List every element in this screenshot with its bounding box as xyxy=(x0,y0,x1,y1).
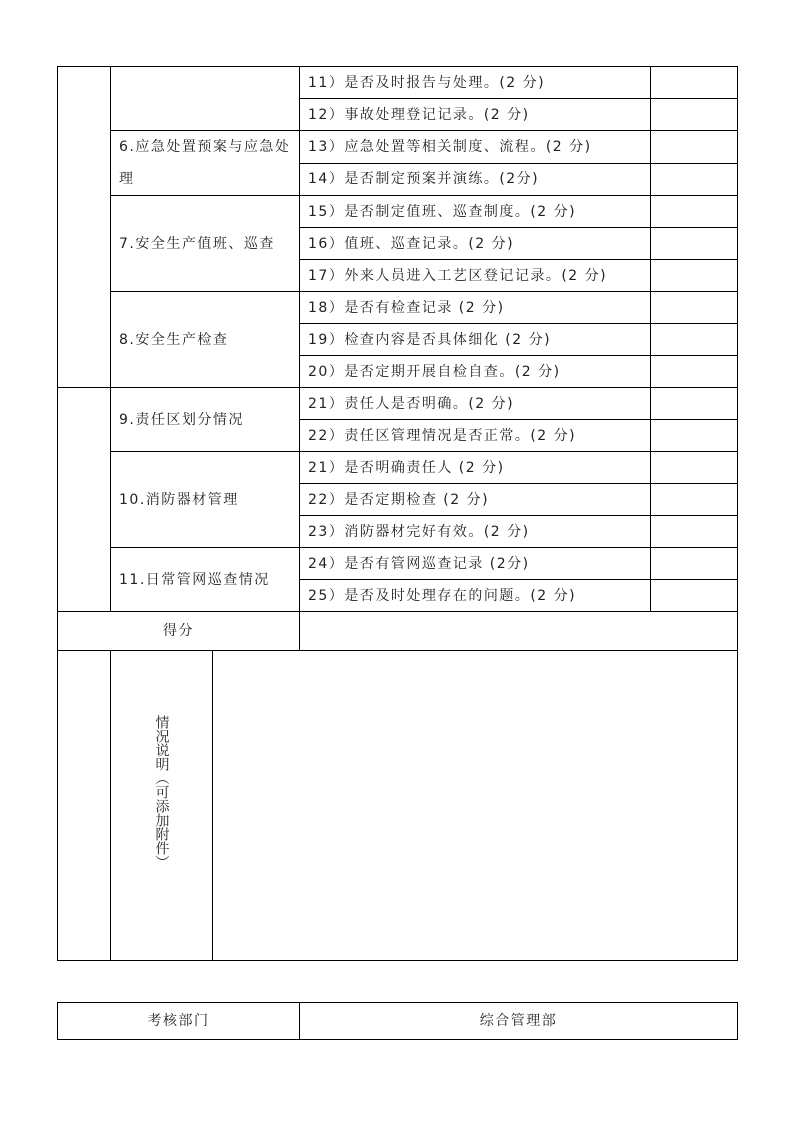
item-row: 21）是否明确责任人 (2 分) xyxy=(300,452,651,484)
score-cell[interactable] xyxy=(651,228,738,260)
score-cell[interactable] xyxy=(651,484,738,516)
score-cell[interactable] xyxy=(651,163,738,196)
category-6: 6.应急处置预案与应急处理 xyxy=(111,131,300,196)
remarks-input[interactable] xyxy=(213,651,738,961)
dept-value: 综合管理部 xyxy=(300,1003,738,1040)
score-cell[interactable] xyxy=(651,67,738,99)
score-cell[interactable] xyxy=(651,516,738,548)
remarks-label: 情况说明（可添加附件） xyxy=(153,715,170,869)
score-cell[interactable] xyxy=(651,388,738,420)
item-row: 22）是否定期检查 (2 分) xyxy=(300,484,651,516)
score-cell[interactable] xyxy=(651,356,738,388)
item-row: 15）是否制定值班、巡查制度。(2 分) xyxy=(300,196,651,228)
item-row: 18）是否有检查记录 (2 分) xyxy=(300,292,651,324)
score-cell[interactable] xyxy=(651,99,738,131)
category-7: 7.安全生产值班、巡查 xyxy=(111,196,300,292)
item-row: 14）是否制定预案并演练。(2分) xyxy=(300,163,651,196)
item-row: 25）是否及时处理存在的问题。(2 分) xyxy=(300,580,651,612)
score-cell[interactable] xyxy=(651,580,738,612)
item-row: 23）消防器材完好有效。(2 分) xyxy=(300,516,651,548)
section-cell-a xyxy=(58,67,111,388)
category-10: 10.消防器材管理 xyxy=(111,452,300,548)
score-cell[interactable] xyxy=(651,260,738,292)
item-row: 21）责任人是否明确。(2 分) xyxy=(300,388,651,420)
item-row: 24）是否有管网巡查记录 (2分) xyxy=(300,548,651,580)
category-5 xyxy=(111,67,300,131)
remarks-side-cell xyxy=(58,651,111,961)
item-row: 19）检查内容是否具体细化 (2 分) xyxy=(300,324,651,356)
department-table xyxy=(57,1002,738,1040)
assessment-table xyxy=(57,66,738,961)
score-cell[interactable] xyxy=(651,420,738,452)
item-row: 22）责任区管理情况是否正常。(2 分) xyxy=(300,420,651,452)
item-row: 17）外来人员进入工艺区登记记录。(2 分) xyxy=(300,260,651,292)
category-9: 9.责任区划分情况 xyxy=(111,388,300,452)
item-row: 20）是否定期开展自检自查。(2 分) xyxy=(300,356,651,388)
dept-label: 考核部门 xyxy=(58,1003,300,1040)
total-label: 得分 xyxy=(58,612,300,651)
category-8: 8.安全生产检查 xyxy=(111,292,300,388)
category-11: 11.日常管网巡查情况 xyxy=(111,548,300,612)
section-cell-b xyxy=(58,388,111,612)
score-cell[interactable] xyxy=(651,452,738,484)
score-cell[interactable] xyxy=(651,196,738,228)
score-cell[interactable] xyxy=(651,324,738,356)
remarks-label-cell xyxy=(111,651,213,961)
item-row: 16）值班、巡查记录。(2 分) xyxy=(300,228,651,260)
score-cell[interactable] xyxy=(651,292,738,324)
score-cell[interactable] xyxy=(651,548,738,580)
item-row: 12）事故处理登记记录。(2 分) xyxy=(300,99,651,131)
score-cell[interactable] xyxy=(651,131,738,164)
item-row: 11）是否及时报告与处理。(2 分) xyxy=(300,67,651,99)
item-row: 13）应急处置等相关制度、流程。(2 分) xyxy=(300,131,651,164)
total-value[interactable] xyxy=(300,612,738,651)
